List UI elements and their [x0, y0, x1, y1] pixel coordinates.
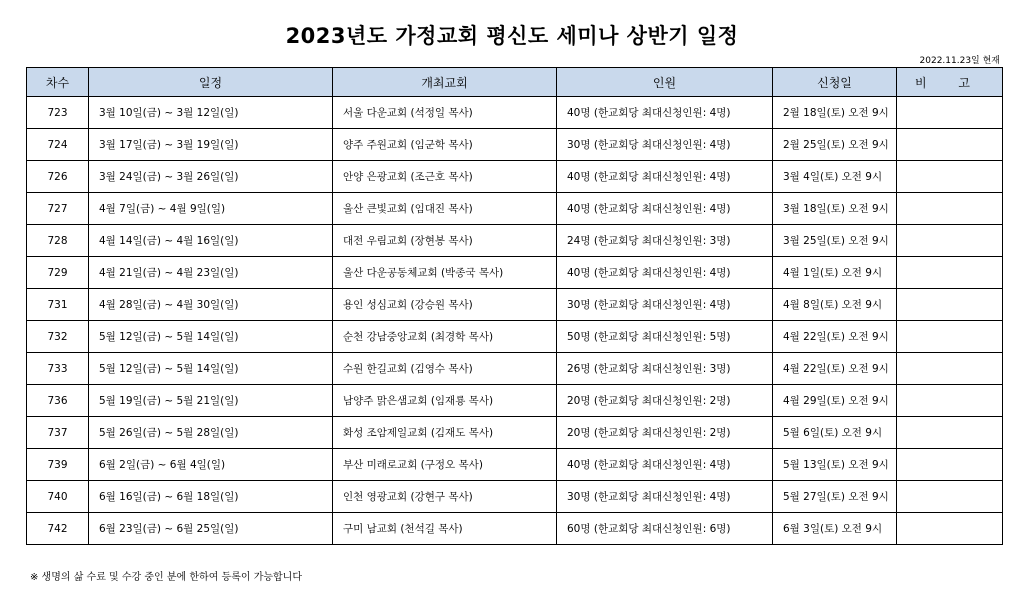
cell-apply: 3월 25일(토) 오전 9시 [773, 225, 897, 257]
cell-seats: 40명 (한교회당 최대신청인원: 4명) [557, 257, 773, 289]
cell-num: 723 [27, 97, 89, 129]
schedule-table [26, 67, 1003, 545]
table-row [27, 481, 1003, 513]
table-row [27, 321, 1003, 353]
cell-church: 남양주 맑은샘교회 (임재룡 목사) [333, 385, 557, 417]
cell-seats: 50명 (한교회당 최대신청인원: 5명) [557, 321, 773, 353]
cell-date: 5월 26일(금) ~ 5월 28일(일) [89, 417, 333, 449]
cell-seats: 24명 (한교회당 최대신청인원: 3명) [557, 225, 773, 257]
cell-church: 수원 한길교회 (김영수 목사) [333, 353, 557, 385]
cell-apply: 4월 22일(토) 오전 9시 [773, 321, 897, 353]
cell-num: 736 [27, 385, 89, 417]
cell-num: 731 [27, 289, 89, 321]
cell-date: 6월 16일(금) ~ 6월 18일(일) [89, 481, 333, 513]
table-row [27, 129, 1003, 161]
cell-church: 용인 성심교회 (강승원 목사) [333, 289, 557, 321]
cell-note [897, 417, 1003, 449]
cell-note [897, 225, 1003, 257]
cell-seats: 40명 (한교회당 최대신청인원: 4명) [557, 193, 773, 225]
cell-church: 서울 다운교회 (석정일 목사) [333, 97, 557, 129]
cell-num: 729 [27, 257, 89, 289]
cell-seats: 40명 (한교회당 최대신청인원: 4명) [557, 97, 773, 129]
cell-num: 728 [27, 225, 89, 257]
cell-num: 742 [27, 513, 89, 545]
cell-note [897, 161, 1003, 193]
cell-seats: 26명 (한교회당 최대신청인원: 3명) [557, 353, 773, 385]
cell-apply: 4월 8일(토) 오전 9시 [773, 289, 897, 321]
cell-date: 3월 10일(금) ~ 3월 12일(일) [89, 97, 333, 129]
cell-church: 안양 은광교회 (조근호 목사) [333, 161, 557, 193]
cell-num: 740 [27, 481, 89, 513]
table-row [27, 97, 1003, 129]
cell-church: 울산 다운공동체교회 (박종국 목사) [333, 257, 557, 289]
header-apply: 신청일 [773, 68, 897, 97]
cell-seats: 60명 (한교회당 최대신청인원: 6명) [557, 513, 773, 545]
cell-apply: 5월 27일(토) 오전 9시 [773, 481, 897, 513]
cell-seats: 30명 (한교회당 최대신청인원: 4명) [557, 481, 773, 513]
cell-note [897, 193, 1003, 225]
cell-num: 737 [27, 417, 89, 449]
cell-apply: 5월 6일(토) 오전 9시 [773, 417, 897, 449]
cell-note [897, 257, 1003, 289]
cell-church: 인천 영광교회 (강현구 목사) [333, 481, 557, 513]
cell-date: 5월 19일(금) ~ 5월 21일(일) [89, 385, 333, 417]
header-note: 비 고 [897, 68, 1003, 97]
cell-church: 울산 큰빛교회 (임대진 목사) [333, 193, 557, 225]
cell-note [897, 385, 1003, 417]
table-header-row [27, 68, 1003, 97]
table-row [27, 385, 1003, 417]
cell-church: 화성 조암제일교회 (김재도 목사) [333, 417, 557, 449]
as-of-date: 2022.11.23일 현재 [919, 56, 1000, 66]
header-church: 개최교회 [333, 68, 557, 97]
cell-church: 대전 우림교회 (장현봉 목사) [333, 225, 557, 257]
cell-apply: 4월 29일(토) 오전 9시 [773, 385, 897, 417]
table-row [27, 417, 1003, 449]
cell-date: 5월 12일(금) ~ 5월 14일(일) [89, 353, 333, 385]
cell-date: 5월 12일(금) ~ 5월 14일(일) [89, 321, 333, 353]
cell-date: 6월 2일(금) ~ 6월 4일(일) [89, 449, 333, 481]
cell-apply: 4월 22일(토) 오전 9시 [773, 353, 897, 385]
cell-seats: 20명 (한교회당 최대신청인원: 2명) [557, 385, 773, 417]
cell-note [897, 449, 1003, 481]
table-row [27, 257, 1003, 289]
cell-apply: 4월 1일(토) 오전 9시 [773, 257, 897, 289]
cell-note [897, 321, 1003, 353]
cell-seats: 40명 (한교회당 최대신청인원: 4명) [557, 449, 773, 481]
cell-note [897, 289, 1003, 321]
cell-note [897, 129, 1003, 161]
cell-seats: 20명 (한교회당 최대신청인원: 2명) [557, 417, 773, 449]
header-seats: 인원 [557, 68, 773, 97]
cell-apply: 6월 3일(토) 오전 9시 [773, 513, 897, 545]
cell-date: 3월 17일(금) ~ 3월 19일(일) [89, 129, 333, 161]
cell-num: 733 [27, 353, 89, 385]
header-num: 차수 [27, 68, 89, 97]
cell-date: 4월 14일(금) ~ 4월 16일(일) [89, 225, 333, 257]
cell-apply: 2월 18일(토) 오전 9시 [773, 97, 897, 129]
cell-apply: 2월 25일(토) 오전 9시 [773, 129, 897, 161]
cell-apply: 3월 4일(토) 오전 9시 [773, 161, 897, 193]
cell-note [897, 481, 1003, 513]
cell-date: 4월 21일(금) ~ 4월 23일(일) [89, 257, 333, 289]
table-row [27, 193, 1003, 225]
cell-num: 739 [27, 449, 89, 481]
header-date: 일정 [89, 68, 333, 97]
cell-seats: 40명 (한교회당 최대신청인원: 4명) [557, 161, 773, 193]
table-row [27, 513, 1003, 545]
table-row [27, 161, 1003, 193]
cell-church: 양주 주원교회 (임군학 목사) [333, 129, 557, 161]
cell-church: 구미 남교회 (천석길 목사) [333, 513, 557, 545]
cell-num: 726 [27, 161, 89, 193]
cell-date: 4월 28일(금) ~ 4월 30일(일) [89, 289, 333, 321]
cell-apply: 5월 13일(토) 오전 9시 [773, 449, 897, 481]
footnote: ※ 생명의 삶 수료 및 수강 중인 분에 한하여 등록이 가능합니다 [30, 572, 303, 583]
cell-note [897, 353, 1003, 385]
cell-church: 순천 강남중앙교회 (최경학 목사) [333, 321, 557, 353]
cell-seats: 30명 (한교회당 최대신청인원: 4명) [557, 129, 773, 161]
table-row [27, 449, 1003, 481]
cell-seats: 30명 (한교회당 최대신청인원: 4명) [557, 289, 773, 321]
cell-date: 3월 24일(금) ~ 3월 26일(일) [89, 161, 333, 193]
cell-note [897, 513, 1003, 545]
cell-num: 732 [27, 321, 89, 353]
cell-date: 4월 7일(금) ~ 4월 9일(일) [89, 193, 333, 225]
table-row [27, 353, 1003, 385]
cell-church: 부산 미래로교회 (구정오 목사) [333, 449, 557, 481]
cell-note [897, 97, 1003, 129]
table-row [27, 225, 1003, 257]
cell-apply: 3월 18일(토) 오전 9시 [773, 193, 897, 225]
cell-num: 727 [27, 193, 89, 225]
cell-num: 724 [27, 129, 89, 161]
table-row [27, 289, 1003, 321]
cell-date: 6월 23일(금) ~ 6월 25일(일) [89, 513, 333, 545]
page-title: 2023년도 가정교회 평신도 세미나 상반기 일정 [285, 24, 739, 48]
